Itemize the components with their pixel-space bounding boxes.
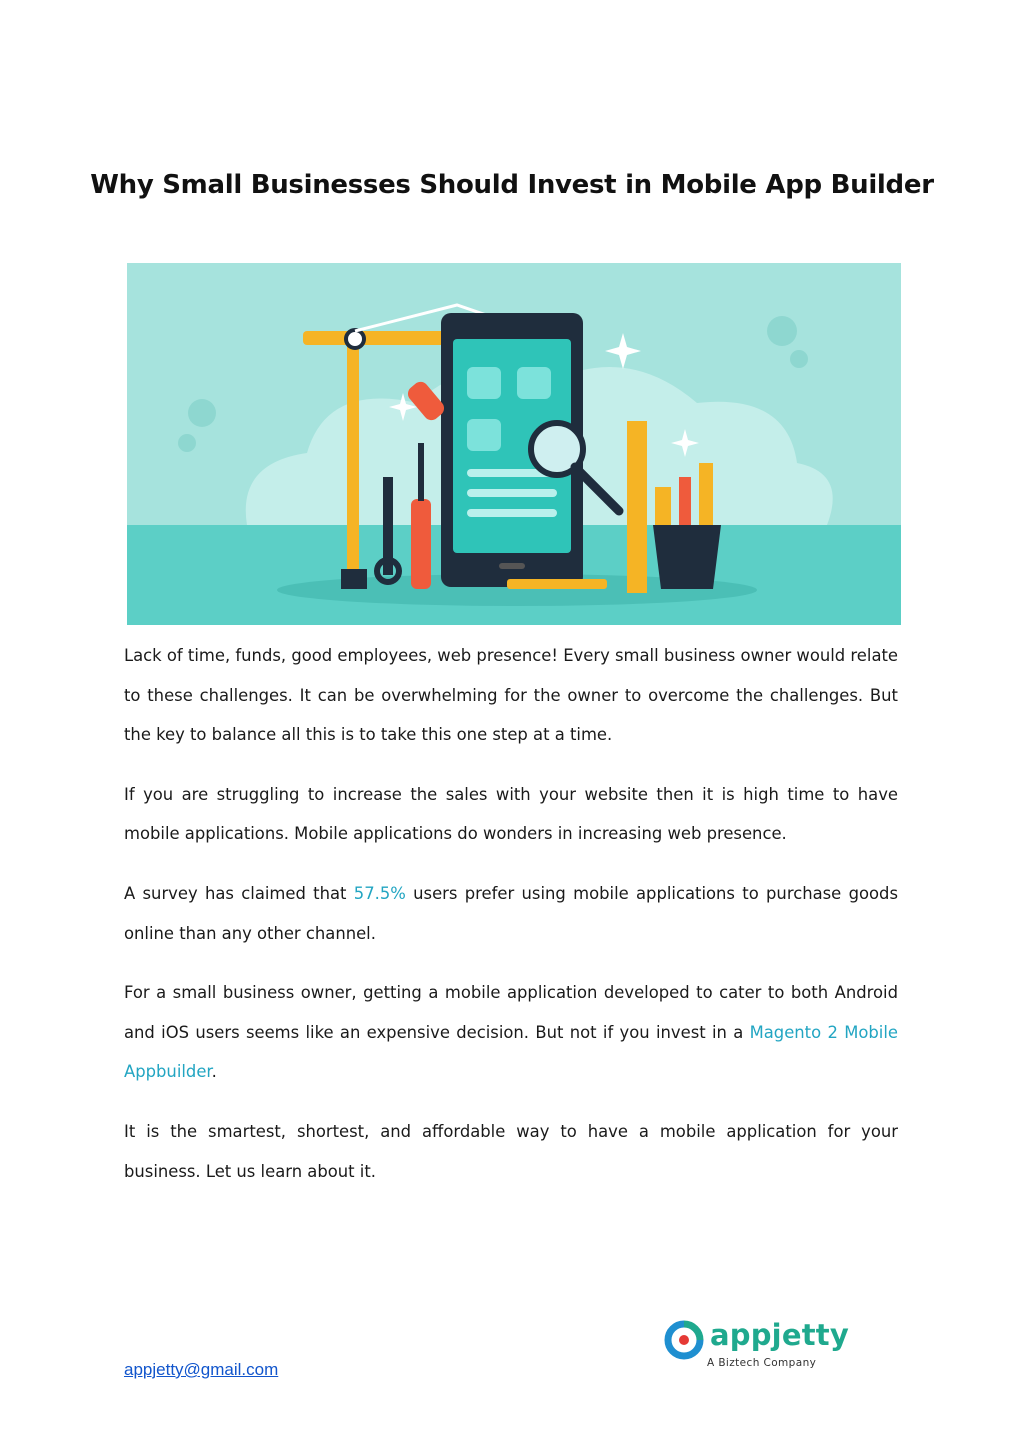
paragraph-2: If you are struggling to increase the sales with your website then it is high time to have mobile applications. Mobile applications do wonders in increasing web presence. — [124, 784, 898, 844]
paragraph-1: Lack of time, funds, good employees, web presence! Every small business owner would relate to these challenges. It can be overwhelming for the owner to overcome the challenges. But the key to balance all this is to take this one step at a time. — [124, 646, 898, 745]
magento-appbuilder-link[interactable]: Magento 2 Mobile Appbuilder — [124, 1022, 898, 1082]
page-title: Why Small Businesses Should Invest in Mobile App Builder — [90, 170, 934, 200]
survey-statistic-link[interactable]: 57.5% — [353, 883, 406, 903]
paragraph-3 — [124, 874, 898, 953]
paragraph-4-end: . — [211, 1062, 217, 1082]
paragraph-5: It is the smartest, shortest, and affordable way to have a mobile application for your business. Let us learn about it. — [124, 1121, 898, 1181]
paragraph-4-start: For a small business owner, getting a mobile application developed to cater to both Android and iOS users seems like an expensive decision. But not if you invest in a — [124, 983, 898, 1042]
appjetty-logo — [664, 1318, 849, 1372]
paragraph-4 — [124, 973, 898, 1092]
logo-wordmark: appjetty — [710, 1318, 849, 1352]
paragraph-3-end: users prefer using mobile applications to purchase goods online than any other channel. — [124, 883, 898, 943]
contact-email-link[interactable]: appjetty@gmail.com — [124, 1360, 279, 1379]
appjetty-logo-mark-icon — [664, 1320, 704, 1360]
hero-illustration — [127, 263, 901, 625]
paragraph-3-start: A survey has claimed that — [124, 883, 354, 903]
article-body — [124, 636, 898, 1211]
logo-tagline: A Biztech Company — [707, 1357, 817, 1369]
